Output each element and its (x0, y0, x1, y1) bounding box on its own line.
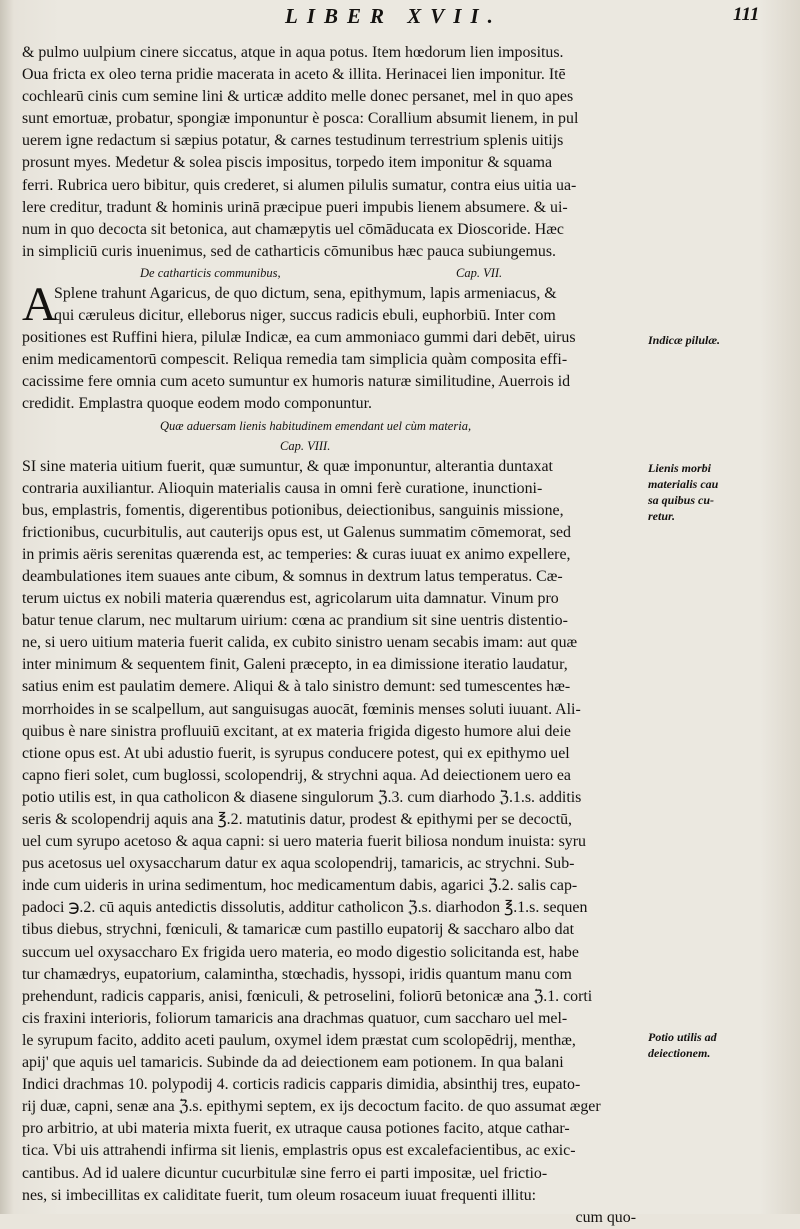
text-line: cantibus. Ad id ualere dicuntur cucurbitulæ sine ferro ei parti impositæ, uel frictio- (22, 1164, 548, 1182)
text-line: prehendunt, radicis capparis, anisi, fœniculi, & petroselini, foliorū betonicæ ana ℨ.1. corti (22, 987, 593, 1005)
margin-note-indicae-pilulae: Indicæ pilulæ. (648, 333, 721, 347)
text-line: in primis aëris serenitas quærenda est, ac temperies: & curas iuuat ex animo expellere, (22, 545, 571, 563)
section-cathartics (22, 277, 640, 416)
text-line: terum uictus ex nobili materia quærendus est, agricolarum uita damnatur. Vinum pro (22, 590, 559, 608)
text-line: inde cum uideris in urina sedimentum, hoc medicamentum dabis, agarici ℨ.2. salis cap- (22, 877, 578, 895)
text-line: uel cum syrupo acetoso & aqua capni: si uero materia fuerit biliosa nondum inuista: syru (22, 833, 586, 851)
text-line: Oua fricta ex oleo terna pridie macerata in aceto & illita. Herinacei lien imponitur. Itē (22, 66, 566, 84)
text-line: rij duæ, capni, senæ ana ℨ.s. epithymi septem, ex ijs decoctum facito. de quo assumat æger (22, 1098, 601, 1116)
drop-cap-initial: A (22, 277, 57, 331)
catchword: cum quo- (575, 1208, 636, 1226)
text-line: pus acetosus uel oxysaccharum datur ex aqua scolopendrij, tamaricis, ac strychni. Sub- (22, 855, 575, 873)
text-line: deambulationes item suaues ante cibum, & somnus in dextrum latus temperatus. Cæ- (22, 567, 563, 585)
text-line: nes, si imbecillitas ex caliditate fuerit, tum oleum rosaceum iuuat frequenti illitu: (22, 1186, 537, 1204)
margin-note-lienis-morbi: materialis cau (648, 477, 719, 491)
text-line: tibus diebus, strychni, fœniculi, & tamaricæ cum pastillo eupatorij & saccharo albo dat (22, 921, 575, 939)
text-line: positiones est Ruffini hiera, pilulæ Indicæ, ea cum ammoniaco gummi dari debēt, uirus (22, 329, 576, 347)
text-line: A Splene trahunt Agaricus, de quo dictum, sena, epithymum, lapis armeniacus, & (22, 277, 557, 331)
chapter-heading-viii-number: Cap. VIII. (280, 438, 331, 453)
margin-note-lienis-morbi: sa quibus cu- (648, 493, 715, 507)
text-line: uerem igne redactum si sæpius potatur, & carnes testudinum terrestrium splenis uitijs (22, 132, 564, 150)
folio-number: 111 (733, 4, 760, 25)
text-line: batur tenue clarum, nec multarum uirium: cœna ac prandium sit sine uentris distentio- (22, 612, 568, 630)
book-title: LIBER XVII. (285, 4, 502, 28)
text-line: capno fieri solet, cum buglossi, scolopendrij, & strychni aqua. Ad deiectionem uero ea (22, 766, 571, 784)
text-line: inter minimum & sequentem finit, Galeni præcepto, in ea dimissione iteratio laudatur, (22, 656, 568, 674)
text-line: credidit. Emplastra quoque eodem modo componuntur. (22, 395, 372, 413)
text-line: padoci ℈.2. cū aquis antedictis dissolutis, additur catholicon ℨ.s. diarhodon ℥.1.s. sequen (22, 899, 588, 917)
margin-note-lienis-morbi: retur. (648, 509, 676, 523)
text-line: succum uel oxysaccharo Ex frigida uero materia, eo modo digestio solicitanda est, habe (22, 943, 579, 961)
text-line: quibus è nare sinistra profluuiū excitant, at ex materia frigida digesto humore alui deie (22, 722, 571, 740)
marginal-notes (648, 0, 798, 1214)
text-line: prosunt myes. Medetur & solea piscis impositus, torpedo item imponitur & squama (22, 154, 553, 172)
chapter-title: De catharticis communibus, (140, 265, 281, 280)
text-line: ctione opus est. At ubi adustio fuerit, is syrupus conducere potest, qui ex epithymo uel (22, 744, 570, 762)
text-line: qui cæruleus dicitur, elleborus niger, succus radicis ebuli, euphorbiū. Inter com (54, 307, 556, 325)
text-line: cochlearū cinis cum semine lini & urticæ addito melle donec persanet, mel in quo apes (22, 88, 574, 106)
text-line: Indici drachmas 10. polypodij 4. corticis radicis capparis dimidia, absinthij tres, eupato- (22, 1076, 581, 1094)
text-line: seris & scolopendrij aquis ana ℥.2. matutinis datur, prodest & epithymi per se decoctū, (22, 811, 573, 828)
text-line: SI sine materia uitium fuerit, quæ sumuntur, & quæ imponuntur, alterantia duntaxat (22, 457, 553, 475)
text-line: ne, si uero uitium materia fuerit calida, ex cubito sinistro uenam secabis imam: aut quæ (22, 634, 578, 652)
chapter-number: Cap. VII. (456, 265, 503, 280)
text-line: frictionibus, cucurbitulis, aut cauterijs opus est, ut Galenus summatim cōmemorat, sed (22, 523, 571, 541)
text-line: cis fraxini interioris, foliorum tamaricis ana drachmas quatuor, cum saccharo uel mel- (22, 1009, 568, 1027)
text-line: satius enim est paulatim demere. Aliqui & à talo sinistro demunt: sed tumescentes hæ- (22, 678, 571, 696)
text-line: pro arbitrio, at ubi materia mixta fuerit, ex utraque causa potiones facito, atque cathar- (22, 1120, 570, 1138)
text-line: tur chamædrys, eupatorium, calamintha, stœchadis, hyssopi, iridis quantum manu com (22, 965, 572, 983)
text-line: in simpliciū curis inuenimus, sed de catharticis cōmunibus hæc pauca subiungemus. (22, 242, 557, 260)
text-line: morrhoides in se scalpellum, aut sanguisugas auocāt, fœminis menses soluti iuuant. Ali- (22, 700, 581, 718)
section-spleen-treatment (22, 456, 640, 1229)
text-line: tica. Vbi uis attrahendi infirma sit lienis, emplastris opus est excalefacientibus, ac exic- (22, 1142, 576, 1160)
text-line: sunt emortuæ, probatur, spongiæ imponuntur è posca: Corallium absumit lienem, in pul (22, 110, 579, 128)
text-line: cacissime fere omnia cum aceto sumuntur ex humoris naturæ similitudine, Auerrois id (22, 373, 571, 391)
section-splenetic-remedies (22, 42, 640, 263)
text-line: & pulmo uulpium cinere siccatus, atque in aqua potus. Item hœdorum lien impositus. (22, 44, 564, 61)
text-line: bus, emplastris, fomentis, digerentibus potionibus, deiectionibus, sanguinis missione, (22, 501, 564, 519)
text-line: enim medicamentorū compescit. Reliqua remedia tam simplicia quàm composita effi- (22, 351, 568, 369)
text-line: lere creditur, tradunt & hominis urinā præcipue pueri impubis lienem absumere. & ui- (22, 198, 568, 216)
margin-note-potio-utilis: Potio utilis ad (648, 1030, 717, 1044)
margin-note-lienis-morbi: Lienis morbi (648, 461, 712, 475)
text-line: apij' que aquis uel tamaricis. Subinde da ad deiectionem eam potionem. In qua balani (22, 1054, 564, 1072)
text-line: contraria auxiliantur. Alioquin materialis causa in omni ferè curatione, inunctioni- (22, 479, 543, 497)
text-line: potio utilis est, in qua catholicon & diasene singulorum ℨ.3. cum diarhodo ℨ.1.s. additis (22, 788, 582, 806)
text-line: ferri. Rubrica uero bibitur, quis crederet, si alumen pilulis sumatur, contra eius uitia ua- (22, 176, 577, 194)
text-line: le syrupum facito, addito aceti paulum, oxymel idem præstat cum scolopēdrij, menthæ, (22, 1031, 576, 1049)
margin-note-potio-utilis: deiectionem. (648, 1046, 711, 1060)
main-text-column (22, 42, 640, 1229)
chapter-heading-vii (22, 263, 640, 283)
chapter-heading-viii-title: Quæ aduersam lienis habitudinem emendant uel cùm materia, (160, 418, 472, 433)
text-line: num in quo decocta sit betonica, aut chamæpytis uel cōmāducata ex Dioscoride. Hæc (22, 220, 564, 238)
